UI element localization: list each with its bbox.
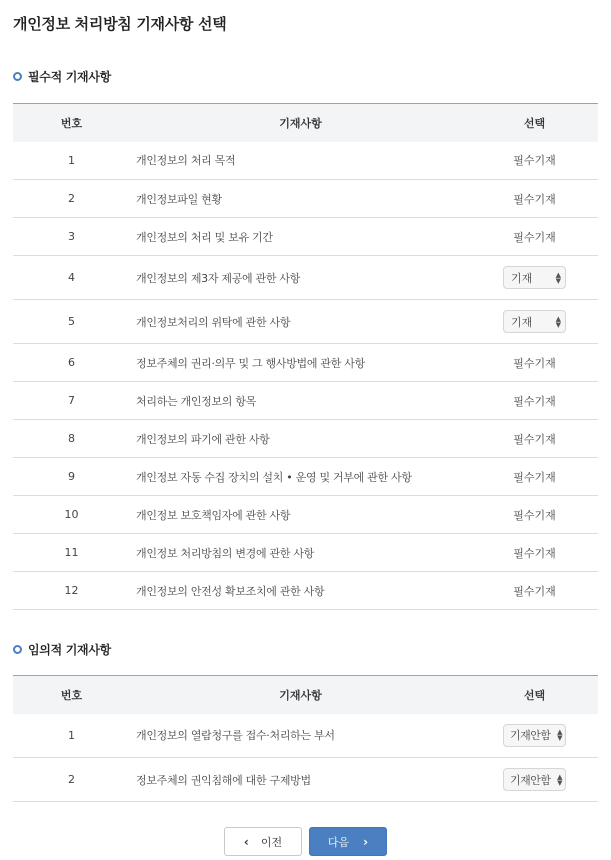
row-item-label: 개인정보의 처리 목적 [130, 142, 471, 180]
row-select-status: 필수기재 [471, 420, 598, 458]
table-header-row [13, 104, 598, 142]
circle-bullet-icon [13, 72, 22, 81]
row-item-label: 개인정보 보호책임자에 관한 사항 [130, 496, 471, 534]
optional-section-label: 임의적 기재사항 [28, 643, 111, 657]
select-value: 기재안함 [510, 773, 551, 787]
include-select[interactable] [503, 724, 566, 747]
page-title: 개인정보 처리방침 기재사항 선택 [13, 15, 227, 33]
row-item-label: 개인정보의 제3자 제공에 관한 사항 [130, 256, 471, 300]
header-item: 기재사항 [279, 116, 322, 130]
table-row [13, 496, 598, 534]
row-select-status: 필수기재 [471, 344, 598, 382]
row-item-label: 개인정보 자동 수집 장치의 설치 • 운영 및 거부에 관한 사항 [130, 458, 471, 496]
table-row [13, 218, 598, 256]
required-items-table [13, 103, 598, 610]
row-item-label: 개인정보의 안전성 확보조치에 관한 사항 [130, 572, 471, 610]
chevron-right-icon: › [363, 834, 369, 849]
row-number: 6 [13, 344, 130, 382]
optional-section-title [13, 641, 111, 658]
row-number: 10 [13, 496, 130, 534]
table-row [13, 758, 598, 802]
row-item-label: 정보주체의 권익침해에 대한 구제방법 [130, 758, 471, 802]
up-down-arrows-icon: ▲ ▼ [557, 772, 562, 787]
select-value: 기재 [511, 315, 533, 329]
row-select-cell [471, 758, 598, 802]
table-row [13, 420, 598, 458]
row-select-status: 필수기재 [471, 572, 598, 610]
row-number: 9 [13, 458, 130, 496]
table-row [13, 344, 598, 382]
up-down-arrows-icon: ▲ ▼ [555, 314, 561, 329]
row-number: 7 [13, 382, 130, 420]
header-select: 선택 [523, 688, 546, 702]
up-down-arrows-icon: ▲ ▼ [555, 270, 561, 285]
row-item-label: 개인정보의 처리 및 보유 기간 [130, 218, 471, 256]
row-number: 2 [13, 180, 130, 218]
include-select[interactable] [503, 310, 566, 333]
row-item-label: 처리하는 개인정보의 항목 [130, 382, 471, 420]
row-select-cell [471, 300, 598, 344]
row-item-label: 개인정보파일 현황 [130, 180, 471, 218]
next-button-label: 다음 [327, 835, 350, 849]
up-down-arrows-icon: ▲ ▼ [557, 728, 562, 743]
table-row [13, 534, 598, 572]
row-number: 11 [13, 534, 130, 572]
row-number: 4 [13, 256, 130, 300]
chevron-left-icon: ‹ [243, 834, 249, 849]
select-value: 기재안함 [510, 729, 551, 743]
table-row [13, 382, 598, 420]
row-number: 2 [13, 758, 130, 802]
row-item-label: 개인정보의 파기에 관한 사항 [130, 420, 471, 458]
row-item-label: 개인정보처리의 위탁에 관한 사항 [130, 300, 471, 344]
row-select-cell [471, 256, 598, 300]
table-header-row [13, 676, 598, 714]
row-select-status: 필수기재 [471, 142, 598, 180]
header-item: 기재사항 [279, 688, 322, 702]
header-no: 번호 [60, 688, 83, 702]
row-item-label: 정보주체의 권리·의무 및 그 행사방법에 관한 사항 [130, 344, 471, 382]
header-no: 번호 [60, 116, 83, 130]
required-section-title [13, 68, 111, 85]
table-row [13, 180, 598, 218]
required-items-body [13, 142, 598, 610]
row-number: 1 [13, 714, 130, 758]
row-number: 8 [13, 420, 130, 458]
row-item-label: 개인정보의 열람청구를 접수·처리하는 부서 [130, 714, 471, 758]
row-number: 5 [13, 300, 130, 344]
include-select[interactable] [503, 266, 566, 289]
optional-items-table [13, 675, 598, 802]
table-row [13, 714, 598, 758]
circle-bullet-icon [13, 645, 22, 654]
row-select-status: 필수기재 [471, 496, 598, 534]
next-button[interactable] [309, 827, 387, 856]
row-select-cell [471, 714, 598, 758]
select-value: 기재 [511, 271, 533, 285]
prev-button-label: 이전 [260, 835, 283, 849]
row-select-status: 필수기재 [471, 534, 598, 572]
row-select-status: 필수기재 [471, 218, 598, 256]
required-section-label: 필수적 기재사항 [28, 70, 111, 84]
row-item-label: 개인정보 처리방침의 변경에 관한 사항 [130, 534, 471, 572]
row-number: 1 [13, 142, 130, 180]
table-row [13, 572, 598, 610]
table-row [13, 300, 598, 344]
include-select[interactable] [503, 768, 566, 791]
row-number: 12 [13, 572, 130, 610]
row-number: 3 [13, 218, 130, 256]
row-select-status: 필수기재 [471, 382, 598, 420]
row-select-status: 필수기재 [471, 458, 598, 496]
row-select-status: 필수기재 [471, 180, 598, 218]
table-row [13, 458, 598, 496]
header-select: 선택 [523, 116, 546, 130]
table-row [13, 142, 598, 180]
prev-button[interactable] [224, 827, 302, 856]
optional-items-body [13, 714, 598, 802]
table-row [13, 256, 598, 300]
